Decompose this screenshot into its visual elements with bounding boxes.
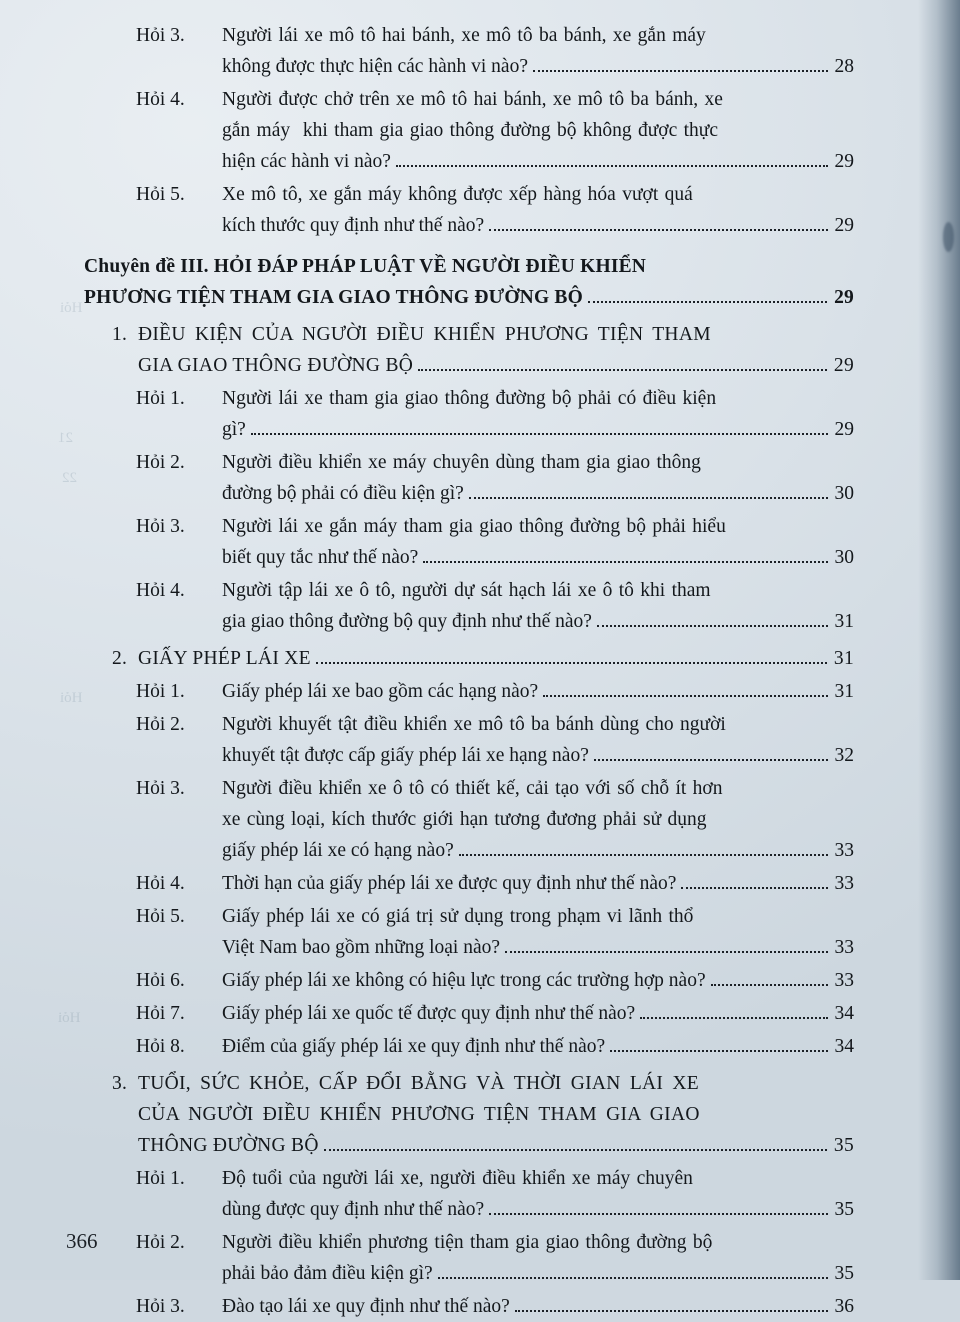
toc-page-number: 35 xyxy=(833,1135,854,1156)
toc-entry-label: Hỏi 8. xyxy=(136,1036,185,1057)
toc-leader-dots xyxy=(459,854,828,856)
toc-entry-text: Người được chở trên xe mô tô hai bánh, xe mô tô ba bánh, xe xyxy=(222,89,723,110)
toc-leader-dots xyxy=(681,887,827,889)
toc-entry[interactable] xyxy=(112,319,854,381)
toc-page-number: 29 xyxy=(833,355,854,376)
toc-entry-text: biết quy tắc như thế nào? xyxy=(222,547,419,568)
toc-entry-text: Chuyên đề III. HỎI ĐÁP PHÁP LUẬT VỀ NGƯỜI ĐIỀU KHIỂN xyxy=(84,256,647,277)
toc-page-number: 31 xyxy=(834,611,854,632)
toc-entry[interactable] xyxy=(84,251,854,313)
toc-leader-dots xyxy=(489,1213,827,1215)
toc-entry[interactable] xyxy=(136,20,854,82)
toc-entry[interactable] xyxy=(136,575,854,637)
toc-entry-text: PHƯƠNG TIỆN THAM GIA GIAO THÔNG ĐƯỜNG BỘ xyxy=(84,287,583,308)
toc-entry-text: Người tập lái xe ô tô, người dự sát hạch lái xe ô tô khi tham xyxy=(222,580,711,601)
toc-leader-dots xyxy=(594,759,828,761)
page-number: 366 xyxy=(66,1229,98,1253)
toc-entry[interactable] xyxy=(136,447,854,509)
toc-entry-indent xyxy=(136,115,222,146)
toc-entry-text: Giấy phép lái xe không có hiệu lực trong các trường hợp nào? xyxy=(222,970,706,991)
toc-entry-text: TUỔI, SỨC KHỎE, CẤP ĐỔI BẰNG VÀ THỜI GIAN LÁI XE xyxy=(138,1073,699,1094)
toc-entry-label: Hỏi 6. xyxy=(136,970,185,991)
toc-entry[interactable] xyxy=(136,998,854,1029)
toc-entry[interactable] xyxy=(136,901,854,963)
toc-entry-indent xyxy=(136,210,222,241)
toc-entry-text: gì? xyxy=(222,419,246,440)
toc-entry-text: Giấy phép lái xe có giá trị sử dụng trong phạm vi lãnh thổ xyxy=(222,906,694,927)
book-binding-shadow xyxy=(918,0,960,1280)
toc-entry-text: Người lái xe tham gia giao thông đường bộ phải có điều kiện xyxy=(222,388,717,409)
toc-leader-dots xyxy=(597,625,828,627)
toc-entry-text: CỦA NGƯỜI ĐIỀU KHIỂN PHƯƠNG TIỆN THAM GIA GIAO xyxy=(138,1104,700,1125)
toc-entry-text: gia giao thông đường bộ quy định như thế nào? xyxy=(222,611,592,632)
toc-page-number: 33 xyxy=(834,840,854,861)
toc-entry[interactable] xyxy=(136,84,854,177)
toc-entry-text: kích thước quy định như thế nào? xyxy=(222,215,485,236)
toc-entry-text: GIẤY PHÉP LÁI XE xyxy=(138,648,311,669)
toc-entry[interactable] xyxy=(136,709,854,771)
toc-leader-dots xyxy=(588,301,827,303)
page-edge-mark xyxy=(943,222,954,252)
toc-entry-indent xyxy=(136,146,222,177)
toc-entry[interactable] xyxy=(136,179,854,241)
toc-page-number: 29 xyxy=(834,151,854,172)
toc-leader-dots xyxy=(316,662,827,664)
toc-entry[interactable] xyxy=(112,643,854,674)
toc-entry-label: Hỏi 3. xyxy=(136,25,185,46)
toc-entry-label: Hỏi 5. xyxy=(136,906,185,927)
toc-page-number: 36 xyxy=(834,1296,854,1317)
toc-entry-indent xyxy=(136,932,222,963)
toc-entry-label: Hỏi 3. xyxy=(136,778,185,799)
toc-entry-text: Người điều khiển xe máy chuyên dùng tham gia giao thông xyxy=(222,452,701,473)
toc-entry-text: Người lái xe gắn máy tham gia giao thông đường bộ phải hiểu xyxy=(222,516,726,537)
toc-entry-label: Hỏi 2. xyxy=(136,452,185,473)
toc-entry[interactable] xyxy=(136,868,854,899)
toc-entry-text: Điểm của giấy phép lái xe quy định như thế nào? xyxy=(222,1036,606,1057)
toc-entry-text: phải bảo đảm điều kiện gì? xyxy=(222,1263,433,1284)
toc-entry-indent xyxy=(136,1258,222,1289)
toc-entry[interactable] xyxy=(136,676,854,707)
toc-entry-indent xyxy=(112,350,138,381)
toc-entry-indent xyxy=(112,1130,138,1161)
toc-leader-dots xyxy=(438,1277,828,1279)
toc-entry-text: GIA GIAO THÔNG ĐƯỜNG BỘ xyxy=(138,355,414,376)
toc-leader-dots xyxy=(711,984,828,986)
toc-entry-indent xyxy=(136,542,222,573)
toc-page-number: 33 xyxy=(834,937,854,958)
toc-page-number: 34 xyxy=(834,1003,854,1024)
toc-entry-indent xyxy=(136,414,222,445)
toc-page-number: 35 xyxy=(834,1263,854,1284)
toc-page-number: 31 xyxy=(833,648,854,669)
toc-leader-dots xyxy=(469,497,828,499)
toc-page-number: 35 xyxy=(834,1199,854,1220)
toc-leader-dots xyxy=(505,951,828,953)
toc-entry-indent xyxy=(136,478,222,509)
toc-entry-label: Hỏi 1. xyxy=(136,388,185,409)
bleed-through-text: 22 xyxy=(62,470,77,486)
toc-entry-text: THÔNG ĐƯỜNG BỘ xyxy=(138,1135,319,1156)
bleed-through-text: 21 xyxy=(58,430,73,446)
toc-entry-text: Người điều khiển xe ô tô có thiết kế, cải tạo với số chỗ ít hơn xyxy=(222,778,723,799)
toc-entry-label: Hỏi 7. xyxy=(136,1003,185,1024)
toc-leader-dots xyxy=(489,229,827,231)
toc-entry-indent xyxy=(136,51,222,82)
toc-page-number: 33 xyxy=(834,970,854,991)
toc-entry-text: Giấy phép lái xe bao gồm các hạng nào? xyxy=(222,681,539,702)
table-of-contents xyxy=(84,18,854,1322)
toc-entry-text: ĐIỀU KIỆN CỦA NGƯỜI ĐIỀU KHIỂN PHƯƠNG TIỆN THAM xyxy=(138,324,711,345)
toc-entry-label: Hỏi 1. xyxy=(136,681,185,702)
toc-entry[interactable] xyxy=(136,965,854,996)
toc-entry-indent xyxy=(136,1194,222,1225)
toc-entry-label: Hỏi 3. xyxy=(136,1296,185,1317)
toc-entry-text: Giấy phép lái xe quốc tế được quy định như thế nào? xyxy=(222,1003,636,1024)
toc-entry[interactable] xyxy=(136,383,854,445)
toc-leader-dots xyxy=(533,70,828,72)
toc-leader-dots xyxy=(418,369,827,371)
toc-entry-text: khuyết tật được cấp giấy phép lái xe hạng nào? xyxy=(222,745,589,766)
bleed-through-text: Hỏi xyxy=(58,1010,81,1026)
toc-entry[interactable] xyxy=(136,511,854,573)
toc-page-number: 29 xyxy=(834,419,854,440)
toc-entry-text: hiện các hành vi nào? xyxy=(222,151,391,172)
toc-entry-indent xyxy=(136,740,222,771)
toc-entry-text: Người khuyết tật điều khiển xe mô tô ba bánh dùng cho người xyxy=(222,714,726,735)
toc-page-number: 31 xyxy=(834,681,854,702)
toc-entry-indent xyxy=(112,1099,138,1130)
bleed-through-text: Hỏi xyxy=(60,690,83,706)
toc-leader-dots xyxy=(640,1017,827,1019)
toc-entry-indent xyxy=(136,835,222,866)
toc-entry-label: Hỏi 3. xyxy=(136,516,185,537)
toc-entry-indent xyxy=(136,606,222,637)
toc-leader-dots xyxy=(396,165,828,167)
toc-page-number: 28 xyxy=(834,56,854,77)
toc-entry-label: 1. xyxy=(112,324,128,345)
toc-entry-label: Hỏi 4. xyxy=(136,873,185,894)
toc-entry-text: xe cùng loại, kích thước giới hạn tương đương phải sử dụng xyxy=(222,809,707,830)
toc-entry-text: Người điều khiển phương tiện tham gia giao thông đường bộ xyxy=(222,1232,713,1253)
toc-entry-label: 2. xyxy=(112,648,128,669)
toc-leader-dots xyxy=(515,1310,828,1312)
toc-entry-label: Hỏi 1. xyxy=(136,1168,185,1189)
toc-entry-label: Hỏi 2. xyxy=(136,714,185,735)
toc-entry-text: Thời hạn của giấy phép lái xe được quy định như thế nào? xyxy=(222,873,677,894)
toc-entry-text: Đào tạo lái xe quy định như thế nào? xyxy=(222,1296,510,1317)
toc-leader-dots xyxy=(543,695,827,697)
toc-entry[interactable] xyxy=(136,1163,854,1225)
bleed-through-text: Hỏi xyxy=(60,300,83,316)
toc-leader-dots xyxy=(423,561,827,563)
toc-entry-label: Hỏi 5. xyxy=(136,184,185,205)
toc-entry-text: giấy phép lái xe có hạng nào? xyxy=(222,840,454,861)
toc-entry-text: gắn máy khi tham gia giao thông đường bộ không được thực xyxy=(222,120,719,141)
toc-page-number: 34 xyxy=(834,1036,854,1057)
toc-entry-text: Người lái xe mô tô hai bánh, xe mô tô ba bánh, xe gắn máy xyxy=(222,25,706,46)
toc-page-number: 30 xyxy=(834,483,854,504)
toc-entry[interactable] xyxy=(136,1291,854,1322)
toc-entry-text: Độ tuổi của người lái xe, người điều khiển xe máy chuyên xyxy=(222,1168,693,1189)
toc-leader-dots xyxy=(610,1050,827,1052)
toc-entry-indent xyxy=(136,804,222,835)
toc-page-number: 32 xyxy=(834,745,854,766)
toc-entry-text: đường bộ phải có điều kiện gì? xyxy=(222,483,464,504)
toc-entry-label: Hỏi 4. xyxy=(136,580,185,601)
toc-entry-text: không được thực hiện các hành vi nào? xyxy=(222,56,528,77)
toc-entry-text: Xe mô tô, xe gắn máy không được xếp hàng hóa vượt quá xyxy=(222,184,693,205)
toc-entry[interactable] xyxy=(112,1068,854,1161)
toc-entry-text: dùng được quy định như thế nào? xyxy=(222,1199,485,1220)
toc-entry-label: Hỏi 4. xyxy=(136,89,185,110)
toc-leader-dots xyxy=(251,433,828,435)
toc-entry[interactable] xyxy=(136,773,854,866)
toc-page-number: 30 xyxy=(834,547,854,568)
toc-entry-label: Hỏi 2. xyxy=(136,1232,185,1253)
toc-page-number: 33 xyxy=(834,873,854,894)
toc-leader-dots xyxy=(324,1149,827,1151)
toc-page-number: 29 xyxy=(834,215,854,236)
toc-entry-text: Việt Nam bao gồm những loại nào? xyxy=(222,937,500,958)
toc-entry-label: 3. xyxy=(112,1073,128,1094)
toc-entry[interactable] xyxy=(136,1031,854,1062)
toc-page-number: 29 xyxy=(834,287,854,308)
